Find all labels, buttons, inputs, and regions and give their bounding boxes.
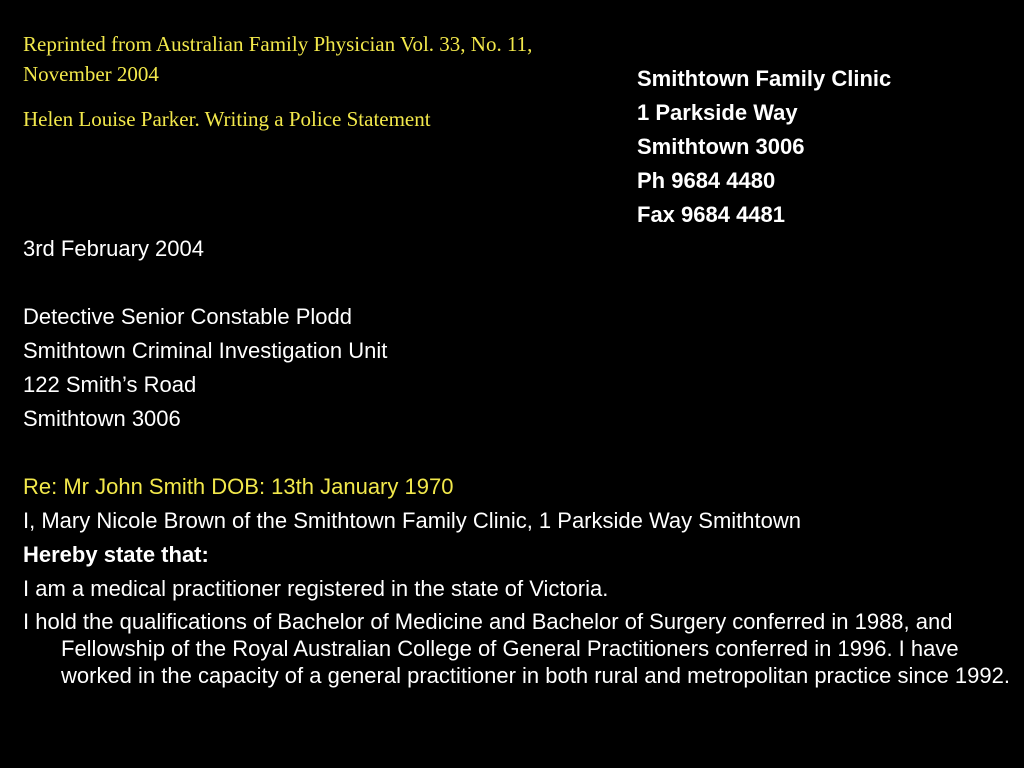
qualifications-paragraph: I hold the qualifications of Bachelor of Medicine and Bachelor of Surgery conferred in 1988, and Fellowship of the Royal Australian College of General Practitioners conferred in 1996. I have worked in the capacity of a general practitioner in both rural and metropolitan practice since 1992.	[23, 609, 1010, 688]
clinic-suburb: Smithtown 3006	[637, 134, 805, 159]
clinic-name: Smithtown Family Clinic	[637, 66, 892, 91]
citation-reprint: Reprinted from Australian Family Physician Vol. 33, No. 11, November 2004	[23, 32, 533, 86]
clinic-address-block	[637, 62, 891, 232]
recipient-suburb: Smithtown 3006	[23, 406, 181, 431]
hereby-heading: Hereby state that:	[23, 542, 209, 567]
clinic-fax: Fax 9684 4481	[637, 202, 786, 227]
registration-statement: I am a medical practitioner registered in the state of Victoria.	[23, 576, 609, 601]
intro-line: I, Mary Nicole Brown of the Smithtown Family Clinic, 1 Parkside Way Smithtown	[23, 508, 801, 533]
clinic-street: 1 Parkside Way	[637, 100, 798, 125]
recipient-street: 122 Smith’s Road	[23, 372, 197, 397]
recipient-address-block	[23, 300, 387, 436]
recipient-unit: Smithtown Criminal Investigation Unit	[23, 338, 388, 363]
clinic-phone: Ph 9684 4480	[637, 168, 776, 193]
citation-article: Helen Louise Parker. Writing a Police Statement	[23, 107, 431, 131]
letter-date: 3rd February 2004	[23, 236, 204, 261]
recipient-title: Detective Senior Constable Plodd	[23, 304, 352, 329]
re-subject-line: Re: Mr John Smith DOB: 13th January 1970	[23, 474, 454, 499]
